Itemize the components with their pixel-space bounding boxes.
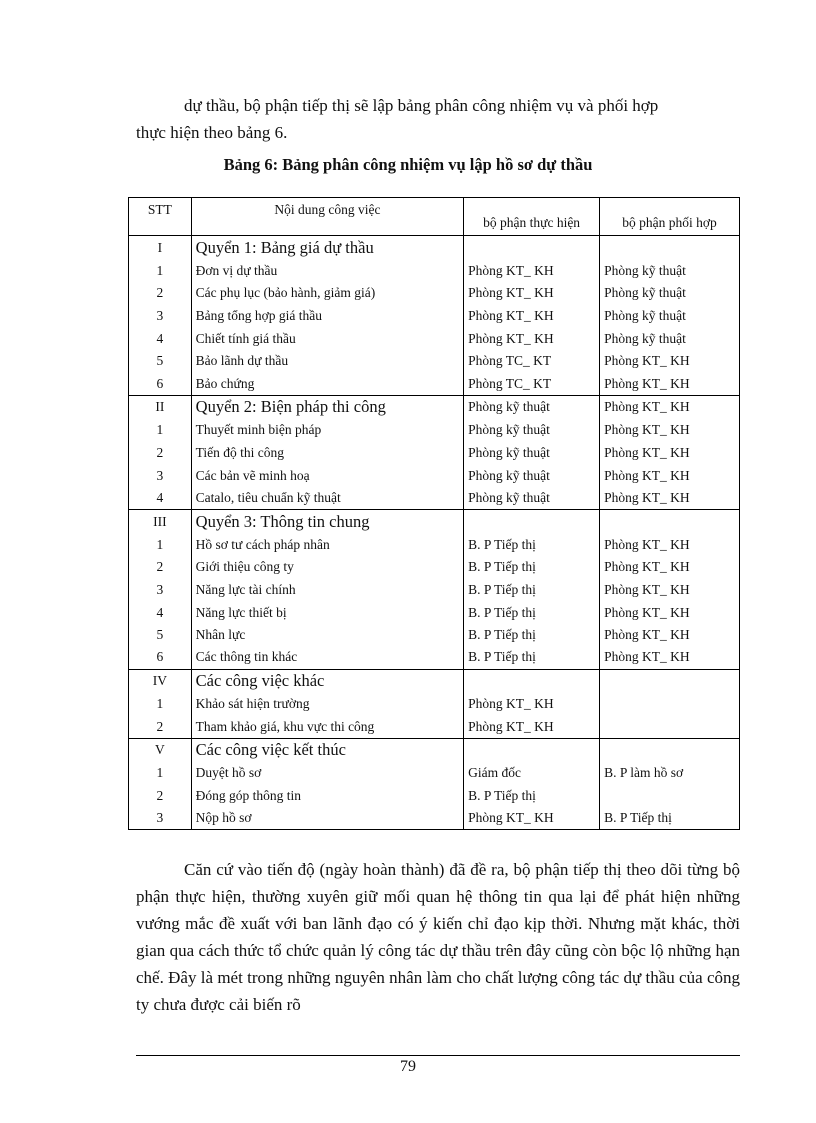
table-row: [129, 556, 740, 579]
row-noi-dung: Hồ sơ tư cách pháp nhân: [191, 533, 463, 556]
row-thuc-hien: B. P Tiếp thị: [464, 624, 600, 647]
row-noi-dung: Nộp hồ sơ: [191, 807, 463, 830]
row-phoi-hop: Phòng KT_ KH: [600, 601, 740, 624]
row-stt: 2: [129, 556, 192, 579]
row-noi-dung: Duyệt hồ sơ: [191, 762, 463, 785]
row-phoi-hop: Phòng kỹ thuật: [600, 305, 740, 328]
intro-line-1: dự thầu, bộ phận tiếp thị sẽ lập bảng phân công nhiệm vụ và phối hợp: [184, 96, 659, 115]
row-noi-dung: Bảo chứng: [191, 372, 463, 395]
table-row: [129, 579, 740, 602]
row-noi-dung: Năng lực tài chính: [191, 579, 463, 602]
row-thuc-hien: B. P Tiếp thị: [464, 785, 600, 808]
row-thuc-hien: Phòng KT_ KH: [464, 807, 600, 830]
row-thuc-hien: Phòng KT_ KH: [464, 282, 600, 305]
section-roman-numeral: I: [129, 236, 192, 260]
row-stt: 1: [129, 533, 192, 556]
row-thuc-hien: B. P Tiếp thị: [464, 533, 600, 556]
header-noi-dung: Nội dung công việc: [191, 198, 463, 236]
row-thuc-hien: B. P Tiếp thị: [464, 646, 600, 669]
row-noi-dung: Các bản vẽ minh hoạ: [191, 464, 463, 487]
row-stt: 1: [129, 419, 192, 442]
table-row: [129, 464, 740, 487]
table-row: [129, 807, 740, 830]
row-phoi-hop: Phòng KT_ KH: [600, 556, 740, 579]
page-number: 79: [400, 1058, 416, 1075]
row-phoi-hop: B. P Tiếp thị: [600, 807, 740, 830]
table-row: [129, 282, 740, 305]
table-row: [129, 762, 740, 785]
intro-line-2: thực hiện theo bảng 6.: [136, 123, 288, 142]
row-phoi-hop: Phòng KT_ KH: [600, 646, 740, 669]
body-paragraph: [136, 856, 740, 1018]
table-row: [129, 624, 740, 647]
row-phoi-hop: Phòng KT_ KH: [600, 350, 740, 373]
row-thuc-hien: Giám đốc: [464, 762, 600, 785]
section-header-row: [129, 669, 740, 693]
row-thuc-hien: Phòng kỹ thuật: [464, 442, 600, 465]
row-phoi-hop: B. P làm hồ sơ: [600, 762, 740, 785]
row-phoi-hop: [600, 785, 740, 808]
row-noi-dung: Năng lực thiết bị: [191, 601, 463, 624]
row-stt: 2: [129, 282, 192, 305]
section-phoi-hop: [600, 509, 740, 533]
row-stt: 3: [129, 305, 192, 328]
row-noi-dung: Các phụ lục (bảo hành, giảm giá): [191, 282, 463, 305]
row-thuc-hien: Phòng kỹ thuật: [464, 487, 600, 510]
section-title: Quyển 1: Bảng giá dự thầu: [191, 236, 463, 260]
table-row: [129, 785, 740, 808]
row-noi-dung: Tiến độ thi công: [191, 442, 463, 465]
table-row: [129, 716, 740, 739]
body-paragraph-text: Căn cứ vào tiến độ (ngày hoàn thành) đã đề ra, bộ phận tiếp thị theo dõi từng bộ phận thực hiện, thường xuyên giữ mối quan hệ thông tin qua lại để phát hiện những vướng mắc đề xuất với ban lãnh đạo có ý kiến chỉ đạo kịp thời. Nhưng mặt khác, thời gian qua cách thức tổ chức quản lý công tác dự thầu trên đây cũng còn bộc lộ những hạn chế. Đây là mét trong những nguyên nhân làm cho chất lượng công tác dự thầu của công ty chưa được cải biến rõ: [136, 860, 740, 1014]
header-thuc-hien: bộ phận thực hiện: [464, 198, 600, 236]
row-phoi-hop: Phòng KT_ KH: [600, 442, 740, 465]
row-stt: 1: [129, 693, 192, 716]
row-stt: 2: [129, 785, 192, 808]
section-roman-numeral: IV: [129, 669, 192, 693]
row-phoi-hop: Phòng KT_ KH: [600, 372, 740, 395]
row-noi-dung: Chiết tính giá thầu: [191, 327, 463, 350]
section-title: Các công việc kết thúc: [191, 738, 463, 762]
section-thuc-hien: [464, 509, 600, 533]
row-stt: 5: [129, 350, 192, 373]
row-phoi-hop: [600, 716, 740, 739]
row-stt: 1: [129, 260, 192, 283]
row-stt: 4: [129, 327, 192, 350]
section-title: Quyển 2: Biện pháp thi công: [191, 395, 463, 419]
section-header-row: [129, 509, 740, 533]
section-thuc-hien: [464, 738, 600, 762]
row-stt: 1: [129, 762, 192, 785]
section-thuc-hien: Phòng kỹ thuật: [464, 395, 600, 419]
intro-paragraph: [136, 92, 740, 146]
row-noi-dung: Đơn vị dự thầu: [191, 260, 463, 283]
row-thuc-hien: Phòng KT_ KH: [464, 327, 600, 350]
footer-divider: [136, 1055, 740, 1056]
row-noi-dung: Khảo sát hiện trường: [191, 693, 463, 716]
table-row: [129, 327, 740, 350]
row-phoi-hop: Phòng KT_ KH: [600, 624, 740, 647]
section-phoi-hop: Phòng KT_ KH: [600, 395, 740, 419]
row-thuc-hien: Phòng KT_ KH: [464, 305, 600, 328]
section-roman-numeral: V: [129, 738, 192, 762]
row-phoi-hop: Phòng KT_ KH: [600, 579, 740, 602]
row-stt: 4: [129, 487, 192, 510]
row-stt: 2: [129, 716, 192, 739]
row-noi-dung: Catalo, tiêu chuẩn kỹ thuật: [191, 487, 463, 510]
row-phoi-hop: Phòng kỹ thuật: [600, 260, 740, 283]
table-body: [129, 236, 740, 830]
row-noi-dung: Bảo lãnh dự thầu: [191, 350, 463, 373]
table-row: [129, 487, 740, 510]
table-row: [129, 372, 740, 395]
row-stt: 6: [129, 372, 192, 395]
row-stt: 3: [129, 464, 192, 487]
table-row: [129, 693, 740, 716]
row-stt: 5: [129, 624, 192, 647]
section-roman-numeral: III: [129, 509, 192, 533]
table-row: [129, 442, 740, 465]
row-thuc-hien: B. P Tiếp thị: [464, 579, 600, 602]
row-phoi-hop: Phòng kỹ thuật: [600, 327, 740, 350]
table-row: [129, 533, 740, 556]
row-stt: 3: [129, 579, 192, 602]
row-noi-dung: Thuyết minh biện pháp: [191, 419, 463, 442]
section-thuc-hien: [464, 236, 600, 260]
row-stt: 4: [129, 601, 192, 624]
section-header-row: [129, 738, 740, 762]
row-phoi-hop: [600, 693, 740, 716]
row-stt: 2: [129, 442, 192, 465]
header-stt: STT: [129, 198, 192, 236]
task-assignment-table: [128, 197, 740, 830]
row-thuc-hien: B. P Tiếp thị: [464, 556, 600, 579]
row-thuc-hien: Phòng TC_ KT: [464, 350, 600, 373]
row-thuc-hien: Phòng KT_ KH: [464, 693, 600, 716]
section-phoi-hop: [600, 669, 740, 693]
row-thuc-hien: Phòng TC_ KT: [464, 372, 600, 395]
section-phoi-hop: [600, 738, 740, 762]
section-phoi-hop: [600, 236, 740, 260]
table-row: [129, 260, 740, 283]
row-noi-dung: Đóng góp thông tin: [191, 785, 463, 808]
row-stt: 3: [129, 807, 192, 830]
row-thuc-hien: Phòng kỹ thuật: [464, 464, 600, 487]
table-row: [129, 601, 740, 624]
section-header-row: [129, 236, 740, 260]
table-row: [129, 305, 740, 328]
section-roman-numeral: II: [129, 395, 192, 419]
table-row: [129, 350, 740, 373]
row-thuc-hien: Phòng KT_ KH: [464, 260, 600, 283]
section-title: Quyển 3: Thông tin chung: [191, 509, 463, 533]
section-title: Các công việc khác: [191, 669, 463, 693]
table-row: [129, 646, 740, 669]
row-noi-dung: Bảng tổng hợp giá thầu: [191, 305, 463, 328]
row-stt: 6: [129, 646, 192, 669]
row-phoi-hop: Phòng KT_ KH: [600, 464, 740, 487]
row-phoi-hop: Phòng KT_ KH: [600, 487, 740, 510]
table-caption: Bảng 6: Bảng phân công nhiệm vụ lập hồ sơ dự thầu: [223, 155, 593, 174]
row-phoi-hop: Phòng KT_ KH: [600, 419, 740, 442]
table-header-row: [129, 198, 740, 236]
header-phoi-hop: bộ phận phối hợp: [600, 198, 740, 236]
row-phoi-hop: Phòng KT_ KH: [600, 533, 740, 556]
row-thuc-hien: Phòng KT_ KH: [464, 716, 600, 739]
table-row: [129, 419, 740, 442]
row-noi-dung: Các thông tin khác: [191, 646, 463, 669]
row-thuc-hien: B. P Tiếp thị: [464, 601, 600, 624]
row-noi-dung: Giới thiệu công ty: [191, 556, 463, 579]
section-thuc-hien: [464, 669, 600, 693]
section-header-row: [129, 395, 740, 419]
row-phoi-hop: Phòng kỹ thuật: [600, 282, 740, 305]
row-noi-dung: Nhân lực: [191, 624, 463, 647]
row-noi-dung: Tham khảo giá, khu vực thi công: [191, 716, 463, 739]
row-thuc-hien: Phòng kỹ thuật: [464, 419, 600, 442]
